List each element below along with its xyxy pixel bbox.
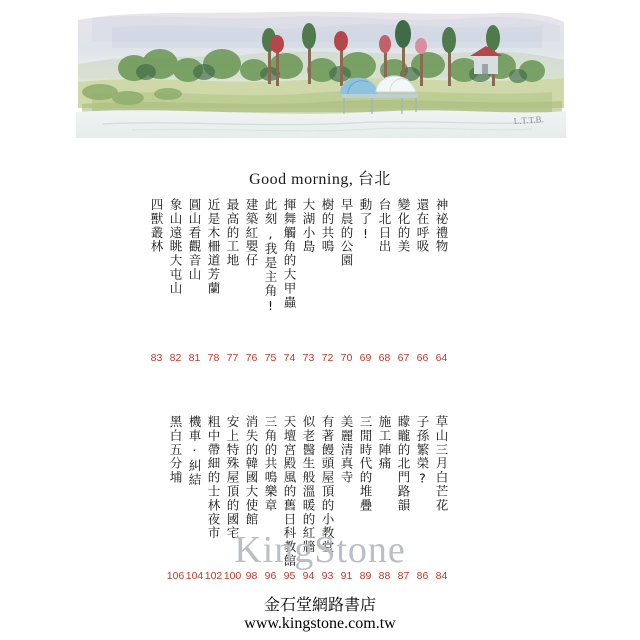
page-number[interactable]: 73 [302, 352, 315, 364]
page-number[interactable]: 89 [359, 570, 372, 582]
toc-entry[interactable]: 四獸叢林 [149, 198, 164, 254]
page-number[interactable]: 94 [302, 570, 315, 582]
page-number[interactable]: 102 [204, 570, 223, 582]
toc-entry[interactable]: 似老醫生般溫暖的紅牆 [301, 415, 316, 554]
toc-entry[interactable]: 此刻,我是主角! [263, 198, 278, 315]
page-number[interactable]: 95 [283, 570, 296, 582]
toc-entry[interactable]: 早晨的公園 [339, 198, 354, 268]
page-number[interactable]: 86 [416, 570, 429, 582]
toc-entry[interactable]: 三角的共鳴樂章 [263, 415, 278, 513]
toc-entry[interactable]: 消失的韓國大使館 [244, 415, 259, 527]
toc-page-numbers-upper [147, 352, 451, 364]
page-number[interactable]: 68 [378, 352, 391, 364]
toc-block-upper [147, 198, 451, 314]
toc-entry[interactable]: 象山遠眺大屯山 [168, 198, 183, 296]
toc-entry[interactable]: 矇矓的北門路韻 [396, 415, 411, 513]
toc-entry[interactable]: 建築紅嬰仔 [244, 198, 259, 268]
toc-entry[interactable]: 施工陣痛 [377, 415, 392, 471]
toc-entry[interactable]: 有著饅頭屋頂的小教堂 [320, 415, 335, 554]
toc-entry[interactable]: 機車‧糾結 [187, 415, 202, 487]
page-title [0, 166, 640, 189]
svg-text:L.T.T.B.: L.T.T.B. [513, 114, 545, 127]
watermark-brand-cn: 金石堂網路書店 [263, 597, 376, 614]
page-number[interactable]: 84 [435, 570, 448, 582]
page-number[interactable]: 75 [264, 352, 277, 364]
page-number[interactable]: 104 [185, 570, 204, 582]
page-number[interactable]: 77 [226, 352, 239, 364]
toc-entry[interactable]: 揮舞觸角的大甲蟲 [282, 198, 297, 310]
page-number[interactable]: 70 [340, 352, 353, 364]
page-number[interactable]: 82 [169, 352, 182, 364]
toc-entry[interactable]: 粗中帶細的士林夜市 [206, 415, 221, 541]
toc-entry[interactable]: 黑白五分埔 [168, 415, 183, 485]
page-number[interactable]: 67 [397, 352, 410, 364]
page-number[interactable]: 81 [188, 352, 201, 364]
watermark-brand-name: KingStone [234, 529, 406, 571]
page-number[interactable]: 88 [378, 570, 391, 582]
page-number[interactable]: 64 [435, 352, 448, 364]
page-number[interactable]: 74 [283, 352, 296, 364]
toc-entry[interactable]: 台北日出 [377, 198, 392, 254]
watermark-url: www.kingstone.com.tw [244, 615, 396, 632]
toc-entry[interactable]: 三閒時代的堆疊 [358, 415, 373, 513]
page-title-cn: 台北 [357, 169, 391, 188]
toc-entry[interactable]: 神祕禮物 [434, 198, 449, 254]
page-number[interactable]: 78 [207, 352, 220, 364]
toc-entry[interactable]: 子孫繁榮? [415, 415, 430, 487]
toc-entry[interactable]: 安上特殊屋頂的國宅 [225, 415, 240, 541]
toc-entry[interactable]: 近是木柵道芳蘭 [206, 198, 221, 296]
toc-entry[interactable]: 還在呼吸 [415, 198, 430, 254]
page-number[interactable]: 76 [245, 352, 258, 364]
page-number[interactable]: 69 [359, 352, 372, 364]
illustration-watercolor-park [72, 8, 568, 140]
toc-entry[interactable]: 最高的工地 [225, 198, 240, 268]
toc-entry[interactable]: 天壇宮殿風的舊日科教館 [282, 415, 297, 568]
toc-entry[interactable]: 草山三月白芒花 [434, 415, 449, 513]
page-number[interactable]: 106 [166, 570, 185, 582]
toc-entry[interactable]: 大湖小島 [301, 198, 316, 254]
page-number[interactable]: 98 [245, 570, 258, 582]
page-number[interactable]: 93 [321, 570, 334, 582]
page-number[interactable]: 83 [150, 352, 163, 364]
watermark-footer [0, 592, 640, 633]
toc-entry[interactable]: 樹的共鳴 [320, 198, 335, 254]
toc-entry[interactable]: 變化的美 [396, 198, 411, 254]
page-number[interactable]: 100 [223, 570, 242, 582]
page-number[interactable]: 96 [264, 570, 277, 582]
page-title-en: Good morning, [249, 171, 354, 188]
page-number[interactable]: 66 [416, 352, 429, 364]
toc-entry[interactable]: 圓山看觀音山 [187, 198, 202, 282]
toc-page-numbers-lower [166, 570, 451, 582]
page-number[interactable]: 91 [340, 570, 353, 582]
toc-entry[interactable]: 美麗清真寺 [339, 415, 354, 485]
page-number[interactable]: 87 [397, 570, 410, 582]
page-number[interactable]: 72 [321, 352, 334, 364]
toc-block-lower [166, 415, 451, 568]
toc-entry[interactable]: 動了! [358, 198, 373, 243]
